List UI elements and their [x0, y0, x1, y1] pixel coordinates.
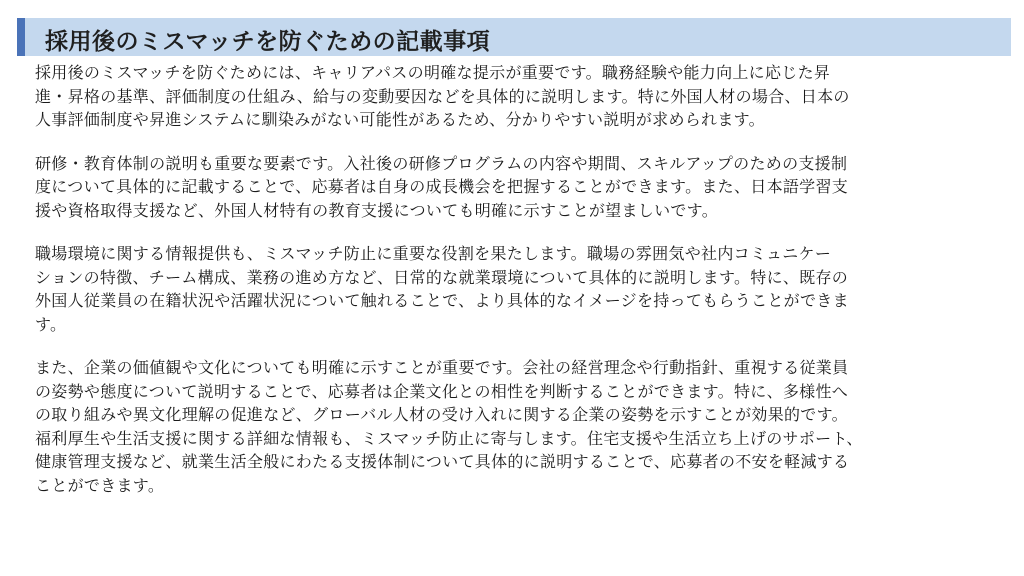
text-line: の取り組みや異文化理解の促進など、グローバル人材の受け入れに関する企業の姿勢を示すことが効果的です。: [35, 405, 848, 424]
body-text: [35, 61, 1003, 517]
text-line: 職場環境に関する情報提供も、ミスマッチ防止に重要な役割を果たします。職場の雰囲気や社内コミュニケー: [35, 244, 832, 263]
text-line: 研修・教育体制の説明も重要な要素です。入社後の研修プログラムの内容や期間、スキルアップのための支援制: [35, 153, 848, 173]
page-title: 採用後のミスマッチを防ぐための記載事項: [45, 29, 491, 55]
text-line: 度について具体的に記載することで、応募者は自身の成長機会を把握することができます。また、日本語学習支: [35, 177, 849, 196]
paragraph-culture-benefits: [35, 356, 1003, 497]
paragraph-workplace: [35, 242, 1003, 336]
text-line: 福利厚生や生活支援に関する詳細な情報も、ミスマッチ防止に寄与します。住宅支援や生活立ち上げのサポート、: [35, 428, 863, 448]
text-line: 採用後のミスマッチを防ぐためには、キャリアパスの明確な提示が重要です。職務経験や能力向上に応じた昇: [35, 63, 831, 82]
title-bar: [17, 18, 1011, 56]
text-line: 外国人従業員の在籍状況や活躍状況について触れることで、より具体的なイメージを持ってもらうことができま: [35, 291, 849, 310]
paragraph-training: [35, 152, 1003, 223]
text-line: ことができます。: [35, 475, 165, 495]
text-line: 人事評価制度や昇進システムに馴染みがない可能性があるため、分かりやすい説明が求められます。: [35, 110, 765, 129]
text-line: 健康管理支援など、就業生活全般にわたる支援体制について具体的に説明することで、応募者の不安を軽減する: [35, 452, 850, 471]
text-line: の姿勢や態度について説明することで、応募者は企業文化との相性を判断することができます。特に、多様性へ: [35, 381, 849, 401]
text-line: 援や資格取得支援など、外国人材特有の教育支援についても明確に示すことが望ましいです。: [35, 200, 719, 220]
text-line: また、企業の価値観や文化についても明確に示すことが重要です。会社の経営理念や行動指針、重視する従業員: [35, 358, 849, 377]
paragraph-career-path: [35, 61, 1003, 132]
text-line: 進・昇格の基準、評価制度の仕組み、給与の変動要因などを具体的に説明します。特に外国人材の場合、日本の: [35, 86, 850, 106]
text-line: す。: [35, 314, 67, 334]
text-line: ションの特徴、チーム構成、業務の進め方など、日常的な就業環境について具体的に説明します。特に、既存の: [35, 267, 849, 287]
